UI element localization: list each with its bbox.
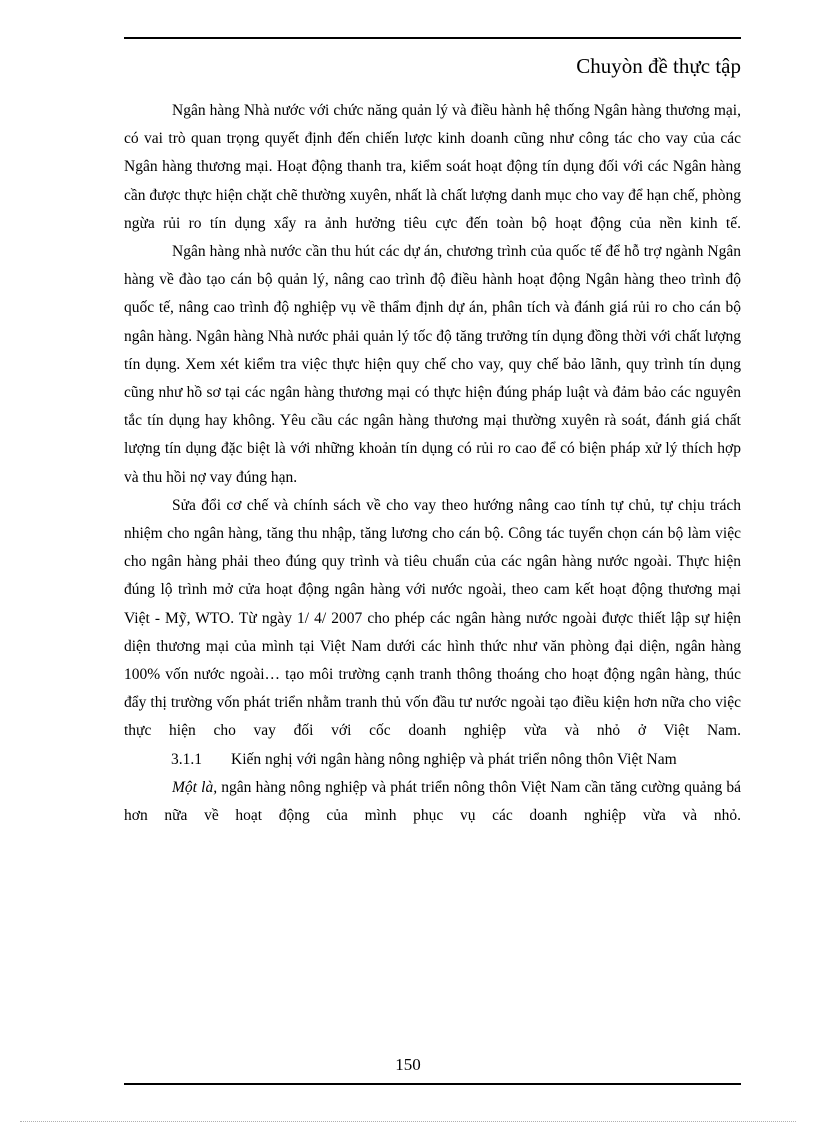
- paragraph-state-bank-role: Ngân hàng Nhà nước với chức năng quản lý và điều hành hệ thống Ngân hàng thương mại, có vai trò quan trọng quyết định đến chiến lược kinh doanh cũng như công tác cho vay của các Ngân hàng thương mại. Hoạt động thanh tra, kiểm soát hoạt động tín dụng đối với các Ngân hàng cần được thực hiện chặt chẽ thường xuyên, nhất là chất lượng danh mục cho vay để hạn chế, phòng ngừa rủi ro tín dụng xẩy ra ảnh hưởng tiêu cực đến toàn bộ hoạt động của nền kinh tế.: [124, 102, 741, 232]
- section-heading: [124, 746, 741, 774]
- paragraph-state-bank-training: Ngân hàng nhà nước cần thu hút các dự án, chương trình của quốc tế để hỗ trợ ngành Ngân hàng về đào tạo cán bộ quản lý, nâng cao trình độ điều hành hoạt động Ngân hàng theo trình độ quốc tế, nâng cao trình độ nghiệp vụ về thẩm định dự án, phân tích và đánh giá rủi ro cho cán bộ ngân hàng. Ngân hàng Nhà nước phải quản lý tốc độ tăng trưởng tín dụng đồng thời với chất lượng tín dụng. Xem xét kiểm tra việc thực hiện quy chế cho vay, quy chế bảo lãnh, quy trình tín dụng cũng như hồ sơ tại các ngân hàng thương mại có thực hiện đúng pháp luật và đảm bảo các nguyên tắc tín dụng hay không. Yêu cầu các ngân hàng thương mại thường xuyên rà soát, đánh giá chất lượng tín dụng đặc biệt là với những khoản tín dụng có rủi ro cao để có biện pháp xử lý thích hợp và thu hồi nợ vay đúng hạn.: [124, 243, 741, 486]
- header-rule: [124, 37, 741, 39]
- body-text: [124, 97, 741, 830]
- paragraph-first-recommendation-text: ngân hàng nông nghiệp và phát triển nông thôn Việt Nam cần tăng cường quảng bá hơn nữa về hoạt động của mình phục vụ các doanh nghiệp vừa và nhỏ.: [124, 778, 741, 825]
- page-number: 150: [395, 1055, 421, 1074]
- paragraph-first-recommendation: [124, 774, 741, 830]
- paragraph-lending-policy-reform: Sửa đổi cơ chế và chính sách về cho vay theo hướng nâng cao tính tự chủ, tự chịu trách nhiệm cho ngân hàng, tăng thu nhập, tăng lương cho cán bộ. Công tác tuyển chọn cán bộ làm việc cho ngân hàng phải theo đúng quy trình và tiêu chuẩn của các ngân hàng nước ngoài. Thực hiện đúng lộ trình mở cửa hoạt động ngân hàng với nước ngoài, theo cam kết hoạt động thương mại Việt - Mỹ, WTO. Từ ngày 1/ 4/ 2007 cho phép các ngân hàng nước ngoài được thiết lập sự hiện diện thương mại của mình tại Việt Nam dưới các hình thức như văn phòng đại diện, ngân hàng 100% vốn nước ngoài… tạo môi trường cạnh tranh thông thoáng cho hoạt động ngân hàng, thúc đẩy thị trường vốn phát triển nhằm tranh thủ vốn đầu tư nước ngoài tạo điều kiện hơn nữa cho việc thực hiện cho vay đối với cốc doanh nghiệp vừa và nhỏ ở Việt Nam.: [124, 496, 741, 740]
- footer-rule: [124, 1083, 741, 1085]
- section-title: Kiến nghị với ngân hàng nông nghiệp và phát triển nông thôn Việt Nam: [231, 750, 677, 768]
- running-header-title: Chuyòn đề thực tập: [576, 54, 741, 78]
- section-number: 3.1.1: [171, 750, 202, 768]
- page-edge-dotted-line: [20, 1121, 796, 1122]
- paragraph-lead-in: Một là,: [172, 778, 218, 796]
